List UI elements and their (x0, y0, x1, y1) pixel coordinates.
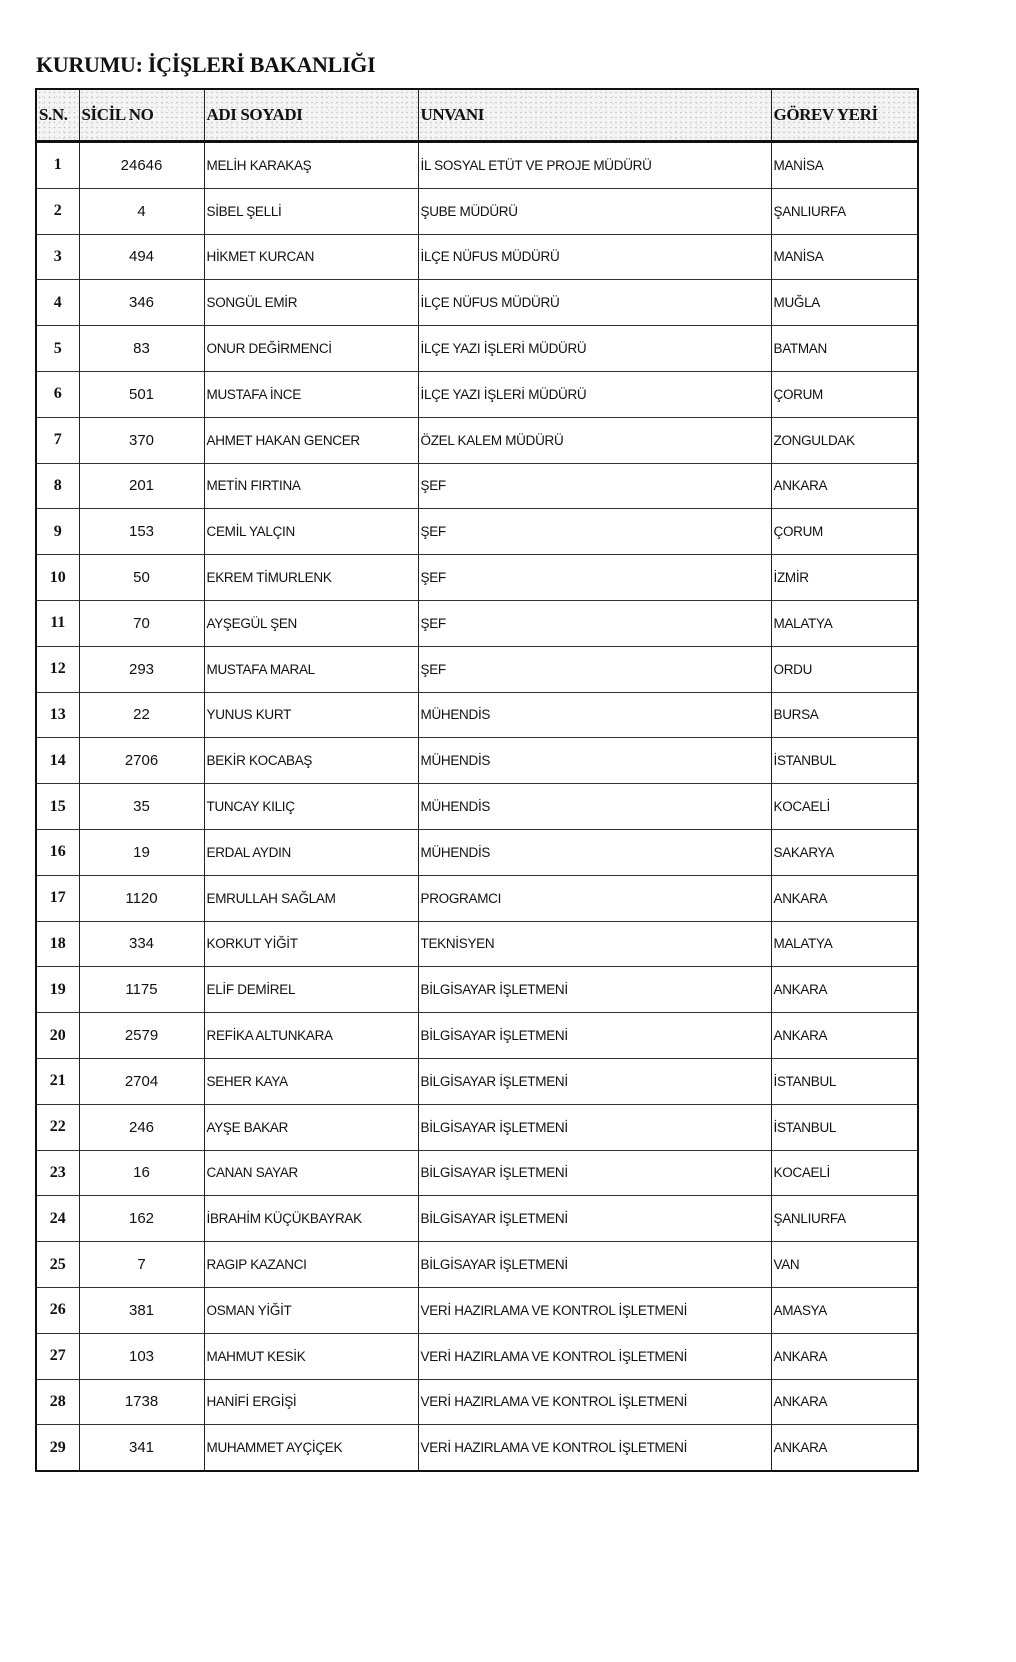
header-row (36, 89, 918, 142)
title-cell: BİLGİSAYAR İŞLETMENİ (418, 967, 771, 1013)
name-cell: REFİKA ALTUNKARA (204, 1013, 418, 1059)
name-cell: AYŞE BAKAR (204, 1104, 418, 1150)
duty-station-cell: VAN (771, 1242, 918, 1288)
table-row (36, 1013, 918, 1059)
name-cell: KORKUT YİĞİT (204, 921, 418, 967)
sicil-no-cell: 83 (79, 326, 204, 372)
sicil-no-cell: 1175 (79, 967, 204, 1013)
name-cell: MELİH KARAKAŞ (204, 142, 418, 189)
name-cell: HANİFİ ERGİŞİ (204, 1379, 418, 1425)
duty-station-cell: ANKARA (771, 463, 918, 509)
row-number: 16 (36, 829, 79, 875)
row-number: 24 (36, 1196, 79, 1242)
table-row (36, 692, 918, 738)
table-row (36, 784, 918, 830)
row-number: 10 (36, 555, 79, 601)
name-cell: SEHER KAYA (204, 1058, 418, 1104)
name-cell: İBRAHİM KÜÇÜKBAYRAK (204, 1196, 418, 1242)
sicil-no-cell: 2706 (79, 738, 204, 784)
row-number: 3 (36, 234, 79, 280)
name-cell: AHMET HAKAN GENCER (204, 417, 418, 463)
title-cell: İLÇE NÜFUS MÜDÜRÜ (418, 280, 771, 326)
table-row (36, 829, 918, 875)
row-number: 13 (36, 692, 79, 738)
sicil-no-cell: 494 (79, 234, 204, 280)
title-cell: ŞEF (418, 463, 771, 509)
table-row (36, 509, 918, 555)
name-cell: MUSTAFA MARAL (204, 646, 418, 692)
name-cell: MUHAMMET AYÇİÇEK (204, 1425, 418, 1471)
title-cell: ŞUBE MÜDÜRÜ (418, 188, 771, 234)
title-cell: İLÇE NÜFUS MÜDÜRÜ (418, 234, 771, 280)
duty-station-cell: ANKARA (771, 1379, 918, 1425)
title-cell: VERİ HAZIRLAMA VE KONTROL İŞLETMENİ (418, 1425, 771, 1471)
row-number: 23 (36, 1150, 79, 1196)
duty-station-cell: ŞANLIURFA (771, 188, 918, 234)
row-number: 14 (36, 738, 79, 784)
name-cell: EKREM TİMURLENK (204, 555, 418, 601)
name-cell: METİN FIRTINA (204, 463, 418, 509)
name-cell: HİKMET KURCAN (204, 234, 418, 280)
row-number: 4 (36, 280, 79, 326)
table-row (36, 921, 918, 967)
title-cell: ŞEF (418, 646, 771, 692)
sicil-no-cell: 334 (79, 921, 204, 967)
personnel-table-container (35, 88, 917, 1472)
title-cell: BİLGİSAYAR İŞLETMENİ (418, 1150, 771, 1196)
duty-station-cell: ZONGULDAK (771, 417, 918, 463)
sicil-no-cell: 19 (79, 829, 204, 875)
row-number: 28 (36, 1379, 79, 1425)
sicil-no-cell: 103 (79, 1333, 204, 1379)
row-number: 18 (36, 921, 79, 967)
duty-station-cell: MALATYA (771, 921, 918, 967)
table-row (36, 1379, 918, 1425)
table-row (36, 280, 918, 326)
table-row (36, 234, 918, 280)
name-cell: SONGÜL EMİR (204, 280, 418, 326)
row-number: 7 (36, 417, 79, 463)
sicil-no-cell: 16 (79, 1150, 204, 1196)
sicil-no-cell: 1738 (79, 1379, 204, 1425)
table-row (36, 1333, 918, 1379)
header-unvani: UNVANI (418, 89, 771, 142)
table-row (36, 188, 918, 234)
title-cell: MÜHENDİS (418, 829, 771, 875)
title-cell: MÜHENDİS (418, 738, 771, 784)
name-cell: BEKİR KOCABAŞ (204, 738, 418, 784)
row-number: 19 (36, 967, 79, 1013)
header-sicil-no: SİCİL NO (79, 89, 204, 142)
row-number: 29 (36, 1425, 79, 1471)
duty-station-cell: İSTANBUL (771, 738, 918, 784)
title-cell: VERİ HAZIRLAMA VE KONTROL İŞLETMENİ (418, 1333, 771, 1379)
table-row (36, 646, 918, 692)
name-cell: AYŞEGÜL ŞEN (204, 600, 418, 646)
sicil-no-cell: 35 (79, 784, 204, 830)
name-cell: TUNCAY KILIÇ (204, 784, 418, 830)
duty-station-cell: ORDU (771, 646, 918, 692)
sicil-no-cell: 2704 (79, 1058, 204, 1104)
name-cell: OSMAN YİĞİT (204, 1287, 418, 1333)
row-number: 21 (36, 1058, 79, 1104)
name-cell: ERDAL AYDIN (204, 829, 418, 875)
name-cell: CANAN SAYAR (204, 1150, 418, 1196)
title-cell: BİLGİSAYAR İŞLETMENİ (418, 1058, 771, 1104)
duty-station-cell: ANKARA (771, 1333, 918, 1379)
row-number: 27 (36, 1333, 79, 1379)
document-title: KURUMU: İÇİŞLERİ BAKANLIĞI (36, 52, 376, 77)
table-header (36, 89, 918, 142)
sicil-no-cell: 50 (79, 555, 204, 601)
duty-station-cell: MALATYA (771, 600, 918, 646)
table-row (36, 1104, 918, 1150)
title-cell: VERİ HAZIRLAMA VE KONTROL İŞLETMENİ (418, 1379, 771, 1425)
name-cell: SİBEL ŞELLİ (204, 188, 418, 234)
header-sn: S.N. (36, 89, 79, 142)
title-cell: İL SOSYAL ETÜT VE PROJE MÜDÜRÜ (418, 142, 771, 189)
name-cell: MUSTAFA İNCE (204, 371, 418, 417)
row-number: 22 (36, 1104, 79, 1150)
table-row (36, 326, 918, 372)
sicil-no-cell: 1120 (79, 875, 204, 921)
name-cell: EMRULLAH SAĞLAM (204, 875, 418, 921)
title-cell: MÜHENDİS (418, 692, 771, 738)
table-row (36, 142, 918, 189)
sicil-no-cell: 162 (79, 1196, 204, 1242)
title-cell: MÜHENDİS (418, 784, 771, 830)
title-cell: VERİ HAZIRLAMA VE KONTROL İŞLETMENİ (418, 1287, 771, 1333)
title-cell: ŞEF (418, 555, 771, 601)
title-cell: ŞEF (418, 600, 771, 646)
table-row (36, 417, 918, 463)
table-body (36, 142, 918, 1472)
duty-station-cell: ÇORUM (771, 371, 918, 417)
duty-station-cell: ANKARA (771, 967, 918, 1013)
row-number: 8 (36, 463, 79, 509)
title-cell: BİLGİSAYAR İŞLETMENİ (418, 1242, 771, 1288)
sicil-no-cell: 153 (79, 509, 204, 555)
personnel-table (35, 88, 919, 1472)
title-cell: BİLGİSAYAR İŞLETMENİ (418, 1104, 771, 1150)
table-row (36, 463, 918, 509)
table-row (36, 738, 918, 784)
row-number: 6 (36, 371, 79, 417)
row-number: 2 (36, 188, 79, 234)
table-row (36, 1425, 918, 1471)
sicil-no-cell: 370 (79, 417, 204, 463)
row-number: 9 (36, 509, 79, 555)
name-cell: ONUR DEĞİRMENCİ (204, 326, 418, 372)
sicil-no-cell: 341 (79, 1425, 204, 1471)
duty-station-cell: MANİSA (771, 234, 918, 280)
sicil-no-cell: 346 (79, 280, 204, 326)
name-cell: ELİF DEMİREL (204, 967, 418, 1013)
title-cell: PROGRAMCI (418, 875, 771, 921)
sicil-no-cell: 201 (79, 463, 204, 509)
name-cell: CEMİL YALÇIN (204, 509, 418, 555)
row-number: 25 (36, 1242, 79, 1288)
sicil-no-cell: 501 (79, 371, 204, 417)
table-row (36, 555, 918, 601)
title-cell: TEKNİSYEN (418, 921, 771, 967)
row-number: 12 (36, 646, 79, 692)
table-row (36, 875, 918, 921)
table-row (36, 1196, 918, 1242)
duty-station-cell: ANKARA (771, 1013, 918, 1059)
sicil-no-cell: 381 (79, 1287, 204, 1333)
duty-station-cell: ŞANLIURFA (771, 1196, 918, 1242)
duty-station-cell: İZMİR (771, 555, 918, 601)
duty-station-cell: ANKARA (771, 875, 918, 921)
name-cell: RAGIP KAZANCI (204, 1242, 418, 1288)
row-number: 1 (36, 142, 79, 189)
table-row (36, 371, 918, 417)
title-cell: BİLGİSAYAR İŞLETMENİ (418, 1196, 771, 1242)
table-row (36, 1287, 918, 1333)
sicil-no-cell: 22 (79, 692, 204, 738)
duty-station-cell: ANKARA (771, 1425, 918, 1471)
sicil-no-cell: 246 (79, 1104, 204, 1150)
header-gorev-yeri: GÖREV YERİ (771, 89, 918, 142)
sicil-no-cell: 293 (79, 646, 204, 692)
row-number: 15 (36, 784, 79, 830)
duty-station-cell: KOCAELİ (771, 784, 918, 830)
duty-station-cell: AMASYA (771, 1287, 918, 1333)
duty-station-cell: MANİSA (771, 142, 918, 189)
title-cell: ÖZEL KALEM MÜDÜRÜ (418, 417, 771, 463)
sicil-no-cell: 2579 (79, 1013, 204, 1059)
row-number: 5 (36, 326, 79, 372)
table-row (36, 1058, 918, 1104)
row-number: 20 (36, 1013, 79, 1059)
row-number: 26 (36, 1287, 79, 1333)
sicil-no-cell: 70 (79, 600, 204, 646)
name-cell: YUNUS KURT (204, 692, 418, 738)
duty-station-cell: MUĞLA (771, 280, 918, 326)
duty-station-cell: SAKARYA (771, 829, 918, 875)
table-row (36, 1242, 918, 1288)
title-cell: BİLGİSAYAR İŞLETMENİ (418, 1013, 771, 1059)
sicil-no-cell: 24646 (79, 142, 204, 189)
table-row (36, 600, 918, 646)
row-number: 17 (36, 875, 79, 921)
duty-station-cell: BURSA (771, 692, 918, 738)
duty-station-cell: ÇORUM (771, 509, 918, 555)
table-row (36, 967, 918, 1013)
sicil-no-cell: 7 (79, 1242, 204, 1288)
name-cell: MAHMUT KESİK (204, 1333, 418, 1379)
header-adi-soyadi: ADI SOYADI (204, 89, 418, 142)
sicil-no-cell: 4 (79, 188, 204, 234)
duty-station-cell: İSTANBUL (771, 1104, 918, 1150)
duty-station-cell: İSTANBUL (771, 1058, 918, 1104)
table-row (36, 1150, 918, 1196)
title-cell: ŞEF (418, 509, 771, 555)
duty-station-cell: KOCAELİ (771, 1150, 918, 1196)
duty-station-cell: BATMAN (771, 326, 918, 372)
title-cell: İLÇE YAZI İŞLERİ MÜDÜRÜ (418, 371, 771, 417)
title-cell: İLÇE YAZI İŞLERİ MÜDÜRÜ (418, 326, 771, 372)
row-number: 11 (36, 600, 79, 646)
